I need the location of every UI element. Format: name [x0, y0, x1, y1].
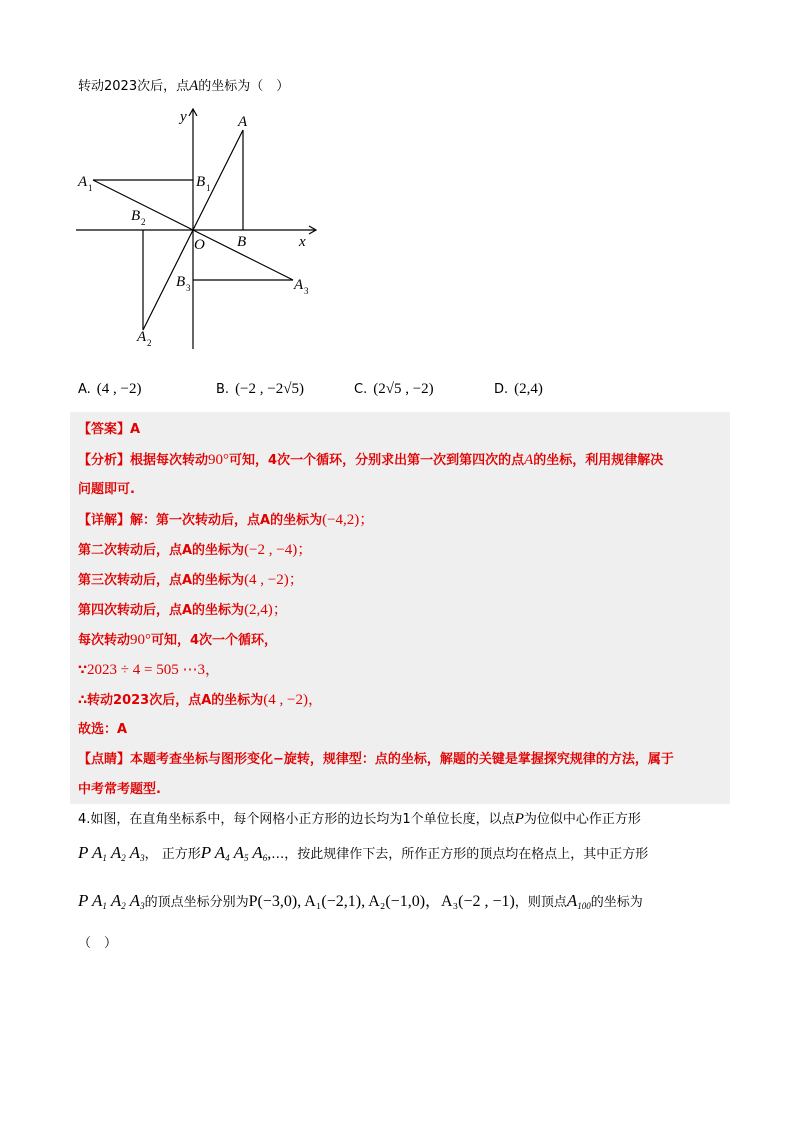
- label-B3: B: [176, 274, 186, 290]
- label-A2-sub: 2: [147, 338, 152, 348]
- question4-blank: （ ）: [78, 936, 118, 951]
- square-PA4A5A6: P $A_4$ $A_5$ $A_6$: [200, 843, 268, 863]
- question4-line-2: P $A_1$ $A_2$ $A_3$， 正方形P $A_4$ $A_5$ $A_6,\dots$，按此规律作下去，所作正方形的顶点均在格点上，其中正方形: [78, 843, 649, 863]
- square-PA1A2A3: P $A_1$ $A_2$ $A_3$: [78, 843, 145, 863]
- label-O: O: [194, 237, 205, 253]
- therefore-line: ∴转动2023次后，点A的坐标为(4 , −2)，: [78, 692, 323, 708]
- label-B2: B: [131, 208, 141, 224]
- detail-line-2: 第二次转动后，点A的坐标为(−2 , −4)；: [78, 542, 313, 558]
- because-line: ∵2023 ÷ 4 = 505 ⋯3，: [78, 662, 220, 678]
- detail-line-3: 第三次转动后，点A的坐标为(4 , −2)；: [78, 572, 304, 588]
- label-A3: A: [294, 277, 304, 293]
- question-intro: 转动2023次后，点A的坐标为（ ）: [78, 78, 290, 94]
- label-y: y: [180, 109, 187, 125]
- comment-line-1: 【点睛】本题考查坐标与图形变化−旋转，规律型：点的坐标，解题的关键是掌握探究规律的方法，属于: [78, 752, 674, 767]
- answer-line: 【答案】A: [78, 422, 141, 437]
- option-a[interactable]: A. (4 , −2): [78, 381, 142, 397]
- question4-line-1: 4.如图，在直角坐标系中，每个网格小正方形的边长均为1个单位长度，以点P为位似中心作正方形: [78, 811, 641, 827]
- label-A1-sub: 1: [88, 183, 93, 193]
- label-A: A: [238, 114, 248, 130]
- option-c[interactable]: C. (2√5 , −2): [354, 381, 434, 397]
- label-A3-sub: 3: [304, 286, 309, 296]
- label-x: x: [299, 234, 306, 250]
- label-B3-sub: 3: [186, 283, 191, 293]
- cycle-line: 每次转动90°可知，4次一个循环，: [78, 632, 278, 648]
- option-b[interactable]: B. (−2 , −2√5): [216, 381, 304, 397]
- label-B1-sub: 1: [206, 183, 211, 193]
- comment-line-2: 中考常考题型.: [78, 782, 161, 797]
- analysis-line-1: 【分析】根据每次转动90°可知，4次一个循环，分别求出第一次到第四次的点A的坐标，利用规律解决: [78, 452, 664, 468]
- detail-line-1: 【详解】解：第一次转动后，点A的坐标为(−4,2)；: [78, 512, 375, 528]
- choose-line: 故选：A: [78, 722, 128, 737]
- option-d[interactable]: D. (2,4): [494, 381, 543, 397]
- segment-OA2: [143, 230, 193, 330]
- label-B: B: [237, 234, 247, 250]
- question4-line-3: P $A_1$ $A_2$ $A_3$的顶点坐标分别为P(−3,0), A₁(−2,1), A₂(−1,0)，A₃(−2 , −1)，则顶点$A_{100}$的坐标为: [78, 891, 643, 911]
- detail-line-4: 第四次转动后，点A的坐标为(2,4)；: [78, 602, 288, 618]
- analysis-line-2: 问题即可.: [78, 482, 135, 497]
- label-A2: A: [137, 329, 147, 345]
- label-B1: B: [196, 174, 206, 190]
- label-A1: A: [78, 174, 88, 190]
- rotation-figure: [70, 105, 330, 355]
- label-B2-sub: 2: [141, 217, 146, 227]
